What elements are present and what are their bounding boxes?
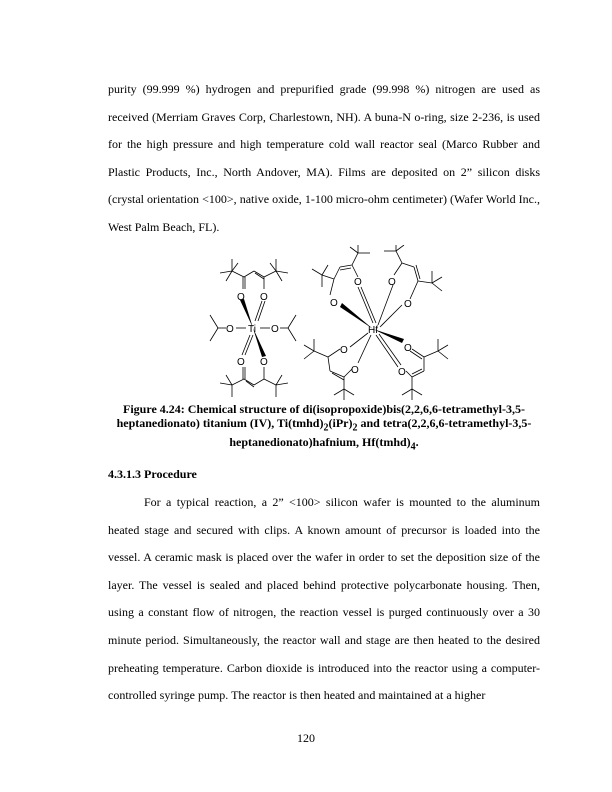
page-number: 120 (297, 731, 315, 745)
o-atom-label: O (260, 357, 268, 368)
o-atom-label: O (271, 324, 279, 335)
chemical-structure-diagram (180, 245, 460, 400)
o-atom-label: O (404, 343, 412, 354)
o-atom-label: O (226, 324, 234, 335)
hf-atom-label: Hf (368, 325, 378, 336)
o-atom-label: O (237, 292, 245, 303)
o-atom-label: O (398, 367, 406, 378)
top-paragraph: purity (99.999 %) hydrogen and prepurified grade (99.998 %) nitrogen are used as received (Merriam Graves Corp, Charlestown, NH). A buna-N o-ring, size 2-236, is used for the high pressure and high temperature cold wall reactor seal (Marco Rubber and Plastic Products, Inc., North Andover, MA). Films are deposited on 2” silicon disks (crystal orientation <100>, native oxide, 1-100 micro-ohm centimeter) (Wafer World Inc., West Palm Beach, FL). (108, 82, 540, 234)
o-atom-label: O (388, 277, 396, 288)
o-atom-label: O (354, 277, 362, 288)
hf-complex (304, 245, 448, 400)
o-atom-label: O (404, 299, 412, 310)
ti-atom-label: Ti (248, 324, 256, 335)
figure-caption: Figure 4.24: Chemical structure of di(isopropoxide)bis(2,2,6,6-tetramethyl-3,5-heptanedionato) titanium (IV), $Ti(tmhd)_2(iPr)_2$ and tetra(2,2,6,6-tetramethyl-3,5-heptanedionato)hafnium, $Hf(tmhd)_4$. (116, 402, 532, 453)
o-atom-label: O (260, 292, 268, 303)
o-atom-label: O (237, 357, 245, 368)
o-atom-label: O (330, 298, 338, 309)
o-atom-label: O (351, 365, 359, 376)
procedure-paragraph: For a typical reaction, a 2” <100> silicon wafer is mounted to the aluminum heated stage and secured with clips. A known amount of precursor is loaded into the vessel. A ceramic mask is placed over the wafer in order to set the deposition size of the layer. The vessel is sealed and placed behind protective polycarbonate housing. Then, using a constant flow of nitrogen, the reaction vessel is purged continuously over a 30 minute period. Simultaneously, the reactor wall and stage are then heated to the desired preheating temperature. Carbon dioxide is introduced into the reactor using a computer-controlled syringe pump. The reactor is then heated and maintained at a higher (108, 495, 540, 703)
o-atom-label: O (340, 345, 348, 356)
chemical-structure-figure (180, 245, 460, 400)
section-heading: 4.3.1.3 Procedure (108, 467, 197, 481)
